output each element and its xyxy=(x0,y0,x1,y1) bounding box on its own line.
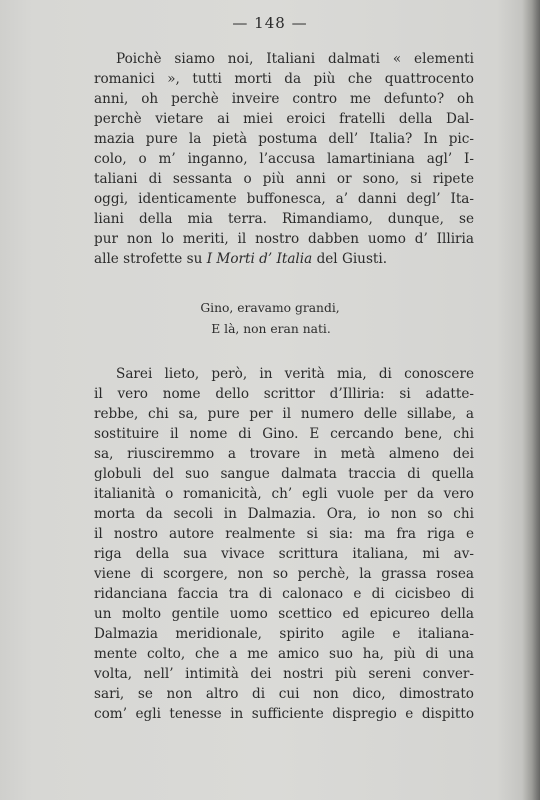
paragraph-2-line: un molto gentile uomo scettico ed epicureo della xyxy=(94,606,474,622)
paragraph-2-line: Sarei lieto, però, in verità mia, di conoscere xyxy=(116,366,474,382)
italic-title: I Morti d’ Italia xyxy=(206,251,313,267)
paragraph-2-line: globuli del suo sangue dalmata traccia di quella xyxy=(94,466,474,482)
paragraph-2-line: il vero nome dello scrittor d’Illiria: si adatte- xyxy=(94,386,474,402)
paragraph-2-line: il nostro autore realmente si sia: ma fra riga e xyxy=(94,526,474,542)
paragraph-1-line: perchè vietare ai miei eroici fratelli della Dal- xyxy=(94,111,474,127)
paragraph-1-line: oggi, identicamente buffonesca, a’ danni degl’ Ita- xyxy=(94,191,474,207)
paragraph-1-line: anni, oh perchè inveire contro me defunto? oh xyxy=(94,91,474,107)
paragraph-2-line: sari, se non altro di cui non dico, dimostrato xyxy=(94,686,474,702)
paragraph-2-line: sa, riusciremmo a trovare in metà almeno dei xyxy=(94,446,474,462)
paragraph-1-line: mazia pure la pietà postuma dell’ Italia? In pic- xyxy=(94,131,474,147)
verse-line-2: E là, non eran nati. xyxy=(211,322,331,336)
paragraph-2-line: italianità o romanicità, ch’ egli vuole per da vero xyxy=(94,486,474,502)
paragraph-2-line: sostituire il nome di Gino. E cercando bene, chi xyxy=(94,426,474,442)
paragraph-2-line: ridanciana faccia tra di calonaco e di cicisbeo di xyxy=(94,586,474,602)
paragraph-2-line: morta da secoli in Dalmazia. Ora, io non so chi xyxy=(94,506,474,522)
quoted-verse xyxy=(0,298,540,340)
paragraph-1-text: alle strofette su xyxy=(94,251,203,267)
paragraph-2-line: volta, nell’ intimità dei nostri più sereni conver- xyxy=(94,666,474,682)
paragraph-2-line: riga della sua vivace scrittura italiana, mi av- xyxy=(94,546,474,562)
paragraph-1-line: colo, o m’ inganno, l’accusa lamartiniana agl’ I- xyxy=(94,151,474,167)
verse-line-1: Gino, eravamo grandi, xyxy=(200,301,340,315)
page-number: — 148 — xyxy=(232,14,308,32)
paragraph-1 xyxy=(94,49,474,269)
paragraph-2-line: Dalmazia meridionale, spirito agile e italiana- xyxy=(94,626,474,642)
paragraph-1-line: taliani di sessanta o più anni or sono, si ripete xyxy=(94,171,474,187)
paragraph-1-line: romanici », tutti morti da più che quattrocento xyxy=(94,71,474,87)
paragraph-2-line: viene di scorgere, non so perchè, la grassa rosea xyxy=(94,566,474,582)
paragraph-1-text: del Giusti. xyxy=(316,251,388,267)
paragraph-1-line: pur non lo meriti, il nostro dabben uomo d’ Illiria xyxy=(94,231,474,247)
paragraph-1-last-line xyxy=(94,249,474,269)
paragraph-2 xyxy=(94,364,474,724)
paragraph-2-line: com’ egli tenesse in sufficiente dispregio e dispitto xyxy=(94,706,474,722)
paragraph-1-line: liani della mia terra. Rimandiamo, dunque, se xyxy=(94,211,474,227)
page-edge-shadow xyxy=(522,0,540,800)
paragraph-2-line: rebbe, chi sa, pure per il numero delle sillabe, a xyxy=(94,406,474,422)
paragraph-2-line: mente colto, che a me amico suo ha, più di una xyxy=(94,646,474,662)
paragraph-1-line: Poichè siamo noi, Italiani dalmati « elementi xyxy=(116,51,474,67)
